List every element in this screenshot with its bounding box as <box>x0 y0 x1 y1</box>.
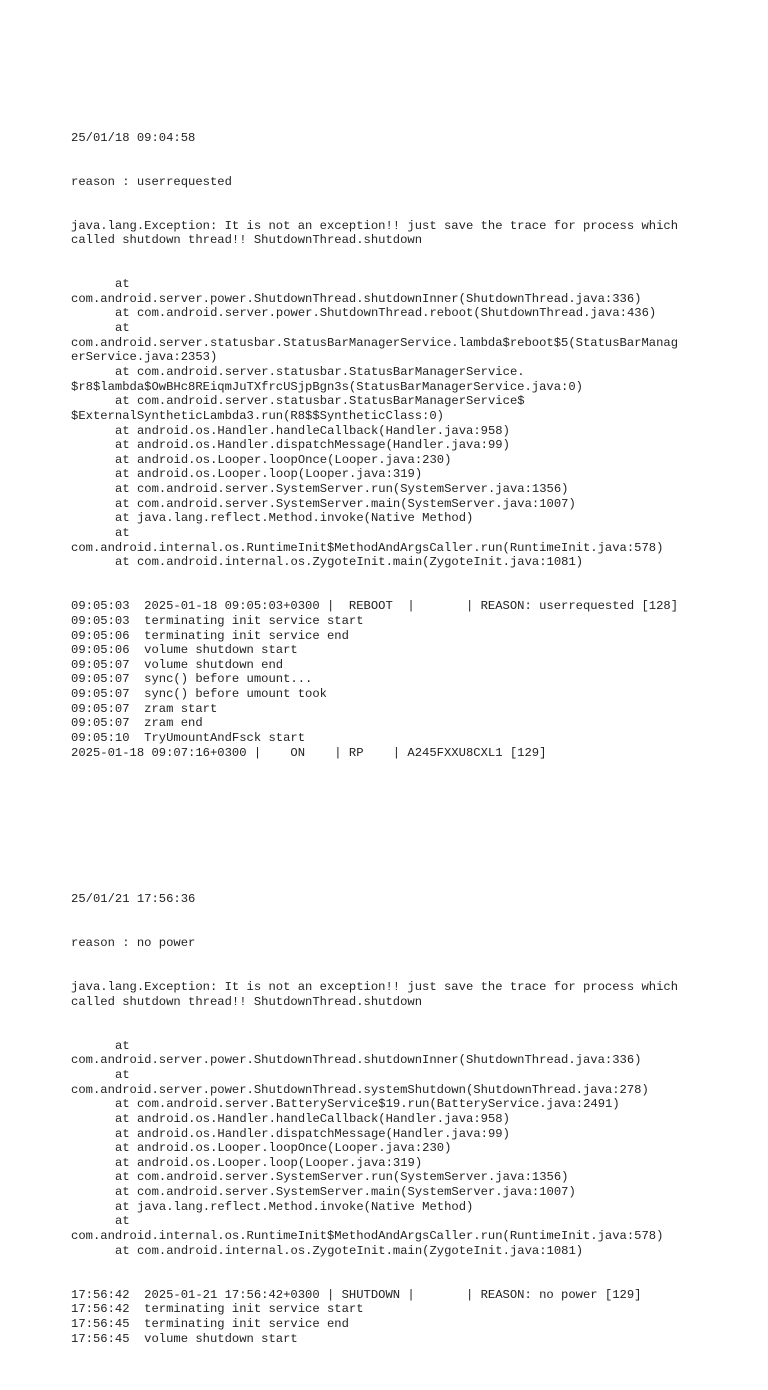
stack-trace-line: at android.os.Looper.loopOnce(Looper.java:230) <box>115 452 452 467</box>
log-block-userrequested <box>71 101 711 789</box>
stack-trace-line: com.android.internal.os.RuntimeInit$MethodAndArgsCaller.run(RuntimeInit.java:578) <box>71 540 664 555</box>
stack-trace-line: at com.android.server.statusbar.StatusBarManagerService. <box>115 364 525 379</box>
stack-trace-line: $ExternalSyntheticLambda3.run(R8$$SyntheticClass:0) <box>71 408 444 423</box>
log-line: 09:05:03 terminating init service start <box>71 613 364 628</box>
stack-trace-line: at <box>115 526 130 541</box>
stack-trace-line: at <box>115 1067 130 1082</box>
stack-trace-line: at android.os.Handler.dispatchMessage(Handler.java:99) <box>115 1126 510 1141</box>
log-document <box>71 72 711 1390</box>
log-line: 09:05:07 volume shutdown end <box>71 657 284 672</box>
stack-trace <box>71 277 711 570</box>
log-line: 2025-01-18 09:07:16+0300 | ON | RP | A245FXXU8CXL1 [129] <box>71 745 547 760</box>
log-reason: reason : userrequested <box>71 174 232 189</box>
log-line: 17:56:45 terminating init service end <box>71 1316 349 1331</box>
log-line: 09:05:10 TryUmountAndFsck start <box>71 731 306 746</box>
stack-trace-line: at <box>115 1038 130 1053</box>
stack-trace-line: at android.os.Looper.loop(Looper.java:319) <box>115 467 423 482</box>
stack-trace-line: at com.android.server.SystemServer.run(SystemServer.java:1356) <box>115 1170 569 1185</box>
log-block-no-power <box>71 863 711 1376</box>
stack-trace-line: com.android.server.power.ShutdownThread.systemShutdown(ShutdownThread.java:278) <box>71 1082 649 1097</box>
stack-trace-line: $r8$lambda$OwBHc8REiqmJuTXfrcUSjpBgn3s(StatusBarManagerService.java:0) <box>71 379 583 394</box>
log-line: 09:05:06 terminating init service end <box>71 628 349 643</box>
stack-trace-line: at java.lang.reflect.Method.invoke(Native Method) <box>115 1199 474 1214</box>
exception-text <box>71 219 711 248</box>
stack-trace-line: at <box>115 1214 130 1229</box>
stack-trace-line: at com.android.internal.os.ZygoteInit.main(ZygoteInit.java:1081) <box>115 1243 584 1258</box>
log-line: java.lang.Exception: It is not an exception!! just save the trace for process which <box>71 980 679 995</box>
log-line: 09:05:07 zram end <box>71 716 203 731</box>
log-date: 25/01/18 09:04:58 <box>71 130 196 145</box>
stack-trace-line: at android.os.Handler.handleCallback(Handler.java:958) <box>115 423 510 438</box>
stack-trace-line: at com.android.server.BatteryService$19.run(BatteryService.java:2491) <box>115 1097 620 1112</box>
stack-trace-line: at android.os.Looper.loopOnce(Looper.java:230) <box>115 1141 452 1156</box>
block-separator <box>71 819 711 834</box>
log-line: 09:05:03 2025-01-18 09:05:03+0300 | REBOOT | | REASON: userrequested [128] <box>71 599 679 614</box>
stack-trace-line: com.android.server.power.ShutdownThread.shutdownInner(ShutdownThread.java:336) <box>71 1053 642 1068</box>
stack-trace-line: com.android.internal.os.RuntimeInit$MethodAndArgsCaller.run(RuntimeInit.java:578) <box>71 1229 664 1244</box>
stack-trace-line: at android.os.Handler.handleCallback(Handler.java:958) <box>115 1111 510 1126</box>
stack-trace-line: at com.android.server.SystemServer.main(SystemServer.java:1007) <box>115 496 576 511</box>
stack-trace-line: at <box>115 277 130 292</box>
stack-trace <box>71 1039 711 1259</box>
stack-trace-line: com.android.server.statusbar.StatusBarManagerService.lambda$reboot$5(StatusBarManag <box>71 335 679 350</box>
stack-trace-line: at com.android.server.SystemServer.run(SystemServer.java:1356) <box>115 482 569 497</box>
stack-trace-line: at java.lang.reflect.Method.invoke(Native Method) <box>115 511 474 526</box>
log-date: 25/01/21 17:56:36 <box>71 892 196 907</box>
event-list <box>71 1288 711 1347</box>
stack-trace-line: at com.android.server.power.ShutdownThread.reboot(ShutdownThread.java:436) <box>115 306 657 321</box>
stack-trace-line: at <box>115 321 130 336</box>
log-line: called shutdown thread!! ShutdownThread.shutdown <box>71 233 423 248</box>
stack-trace-line: at android.os.Looper.loop(Looper.java:319) <box>115 1155 423 1170</box>
stack-trace-line: com.android.server.power.ShutdownThread.shutdownInner(ShutdownThread.java:336) <box>71 291 642 306</box>
log-line: 09:05:07 zram start <box>71 701 218 716</box>
log-line: 09:05:07 sync() before umount took <box>71 687 327 702</box>
event-list <box>71 599 711 760</box>
log-line: 17:56:42 terminating init service start <box>71 1302 364 1317</box>
stack-trace-line: at android.os.Handler.dispatchMessage(Handler.java:99) <box>115 438 510 453</box>
log-reason: reason : no power <box>71 936 196 951</box>
log-line: 09:05:07 sync() before umount... <box>71 672 313 687</box>
log-line: 17:56:45 volume shutdown start <box>71 1331 298 1346</box>
exception-text <box>71 980 711 1009</box>
log-line: 17:56:42 2025-01-21 17:56:42+0300 | SHUTDOWN | | REASON: no power [129] <box>71 1287 642 1302</box>
log-line: called shutdown thread!! ShutdownThread.shutdown <box>71 994 423 1009</box>
stack-trace-line: at com.android.server.statusbar.StatusBarManagerService$ <box>115 394 525 409</box>
stack-trace-line: at com.android.server.SystemServer.main(SystemServer.java:1007) <box>115 1185 576 1200</box>
stack-trace-line: at com.android.internal.os.ZygoteInit.main(ZygoteInit.java:1081) <box>115 555 584 570</box>
log-line: 09:05:06 volume shutdown start <box>71 643 298 658</box>
log-line: java.lang.Exception: It is not an exception!! just save the trace for process which <box>71 218 679 233</box>
stack-trace-line: erService.java:2353) <box>71 350 218 365</box>
